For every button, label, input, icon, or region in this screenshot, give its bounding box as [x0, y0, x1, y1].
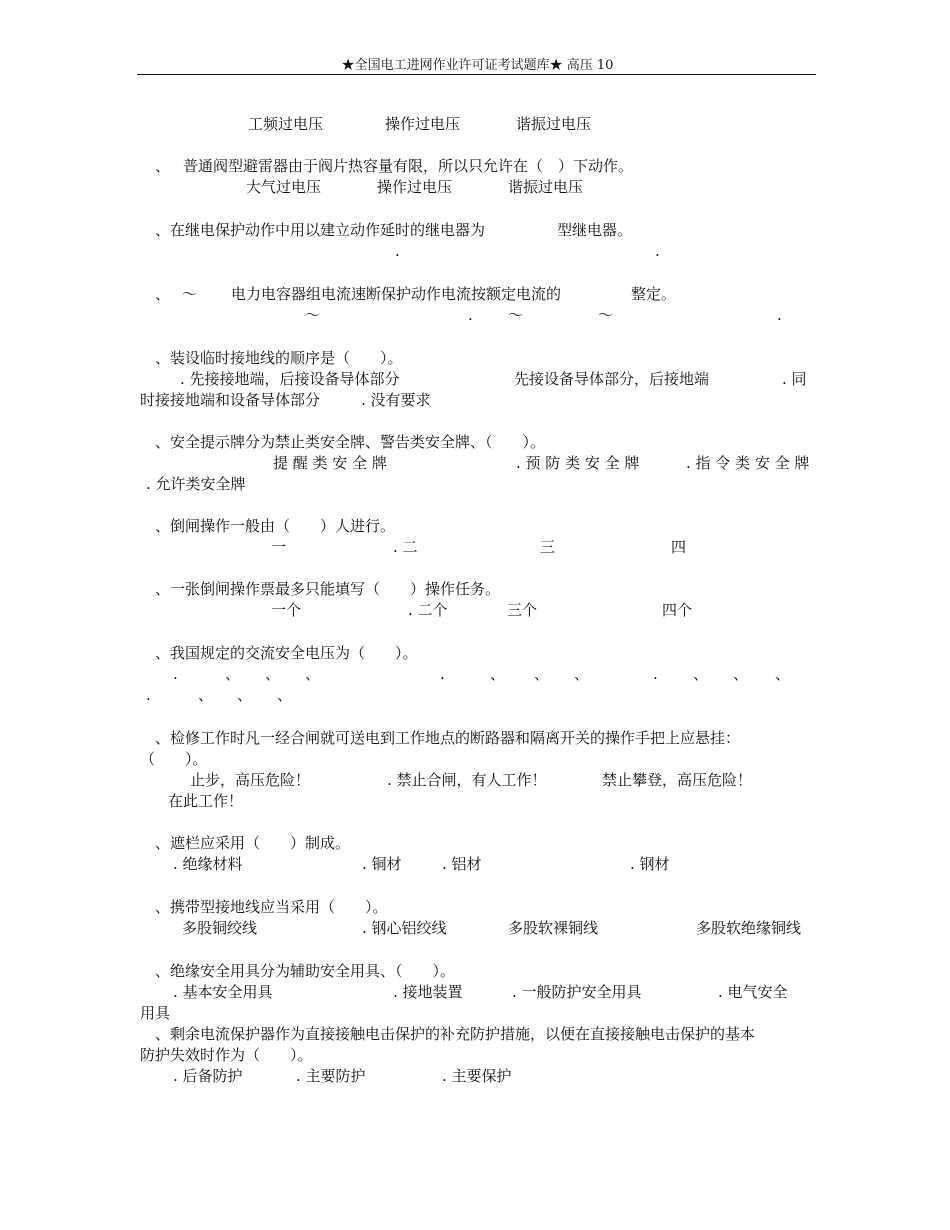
option-b: . 预 防 类 安 全 牌 — [516, 454, 640, 472]
option-c: . 一般防护安全用具 — [512, 983, 642, 1001]
option-c: . 同 — [782, 370, 807, 388]
question-stem: 、一张倒闸操作票最多只能填写（ ）操作任务。 — [155, 580, 501, 598]
option-d: . 钢材 — [630, 855, 670, 873]
option-mark: 、 — [237, 686, 253, 704]
page-header-title: ★全国电工进网作业许可证考试题库★ 高压 10 — [341, 58, 614, 73]
question-stem: 电力电容器组电流速断保护动作电流按额定电流的 — [231, 285, 562, 303]
option-c: 三 — [540, 538, 556, 556]
option-mark: 、 — [277, 686, 293, 704]
option-a: . 基本安全用具 — [173, 983, 273, 1001]
question-stem: 普通阀型避雷器由于阀片热容量有限，所以只允许在（ ）下动作。 — [183, 157, 634, 175]
option-a: 一 — [271, 538, 287, 556]
option-mark: . — [146, 686, 151, 704]
option-mark: 、 — [534, 665, 550, 683]
option-c: 三个 — [507, 601, 538, 619]
option-b: . 禁止合闸，有人工作！ — [387, 771, 547, 789]
question-stem: 、我国规定的交流安全电压为（ ）。 — [155, 644, 418, 662]
option-d-cont: 用具 — [140, 1004, 171, 1022]
option-mark: 、 — [775, 665, 791, 683]
option-b: 操作过电压 — [377, 178, 453, 196]
option-d: 四个 — [662, 601, 693, 619]
option-mark: 、 — [265, 665, 281, 683]
option-mark: 、 — [225, 665, 241, 683]
question-stem: 、携带型接地线应当采用（ ）。 — [155, 898, 388, 916]
option-a: 多股铜绞线 — [182, 919, 258, 937]
option-dot: . — [655, 242, 660, 260]
option-c-cont: 时接接地端和设备导体部分 — [140, 391, 321, 409]
option-mark: . — [173, 665, 178, 683]
option-c: 禁止攀登，高压危险！ — [602, 771, 753, 789]
question-tilde: ～ — [182, 285, 198, 303]
option-c: 多股软裸铜线 — [508, 919, 599, 937]
option-d: . 电气安全 — [718, 983, 788, 1001]
option-mark: . — [777, 306, 782, 324]
question-stem: 、绝缘安全用具分为辅助安全用具、（ ）。 — [155, 962, 456, 980]
option-mark: . — [468, 306, 473, 324]
option-b: . 钢心铝绞线 — [362, 919, 447, 937]
option-mark: ～ — [598, 306, 614, 324]
option-c: . 主要保护 — [442, 1067, 512, 1085]
question-stem: 、装设临时接地线的顺序是（ ）。 — [155, 349, 403, 367]
option-a: 工频过电压 — [248, 115, 324, 133]
option-a: 一个 — [271, 601, 302, 619]
option-mark: 、 — [733, 665, 749, 683]
question-marker: 、 — [155, 157, 171, 175]
option-b: . 主要防护 — [296, 1067, 366, 1085]
option-c: 谐振过电压 — [508, 178, 584, 196]
question-stem: 、遮栏应采用（ ）制成。 — [155, 834, 351, 852]
question-stem: 、倒闸操作一般由（ ）人进行。 — [155, 517, 396, 535]
option-b: . 二 — [393, 538, 418, 556]
option-mark: . — [440, 665, 445, 683]
option-d: 在此工作！ — [168, 792, 244, 810]
question-stem-cont: 防护失效时作为（ ）。 — [140, 1046, 313, 1064]
option-a: 提 醒 类 安 全 牌 — [273, 454, 387, 472]
option-d: 四 — [671, 538, 687, 556]
option-c: . 铝材 — [442, 855, 482, 873]
question-stem-tail: 型继电器。 — [557, 221, 633, 239]
option-mark: 、 — [574, 665, 590, 683]
option-d: 多股软绝缘铜线 — [696, 919, 802, 937]
option-mark: 、 — [490, 665, 506, 683]
option-b: . 二个 — [408, 601, 448, 619]
option-mark: ～ — [305, 306, 321, 324]
option-dot: . — [395, 242, 400, 260]
option-mark: 、 — [693, 665, 709, 683]
option-a: 大气过电压 — [246, 178, 322, 196]
option-a: 止步，高压危险！ — [190, 771, 311, 789]
option-c: . 指 令 类 安 全 牌 — [686, 454, 810, 472]
option-b: . 铜材 — [362, 855, 402, 873]
option-a: . 后备防护 — [173, 1067, 243, 1085]
question-stem-tail: 整定。 — [631, 285, 677, 303]
option-d: . 允许类安全牌 — [146, 475, 246, 493]
option-mark: ～ — [508, 306, 524, 324]
option-c: 谐振过电压 — [516, 115, 592, 133]
option-b: . 接地装置 — [393, 983, 463, 1001]
question-marker: 、 — [155, 285, 171, 303]
option-b: 先接设备导体部分，后接地端 — [514, 370, 710, 388]
header-divider — [137, 74, 816, 75]
question-stem-cont: （ ）。 — [140, 750, 208, 768]
option-a: . 绝缘材料 — [173, 855, 243, 873]
option-mark: 、 — [305, 665, 321, 683]
option-b: 操作过电压 — [385, 115, 461, 133]
question-stem: 、剩余电流保护器作为直接接触电击保护的补充防护措施，以便在直接接触电击保护的基本 — [155, 1025, 756, 1043]
question-stem: 、安全提示牌分为禁止类安全牌、警告类安全牌、（ ）。 — [155, 433, 546, 451]
option-a: . 先接接地端，后接设备导体部分 — [180, 370, 400, 388]
option-mark: . — [653, 665, 658, 683]
option-d: . 没有要求 — [361, 391, 431, 409]
option-mark: 、 — [198, 686, 214, 704]
question-stem: 、在继电保护动作中用以建立动作延时的继电器为 — [155, 221, 486, 239]
question-stem: 、检修工作时凡一经合闸就可送电到工作地点的断路器和隔离开关的操作手把上应悬挂： — [155, 729, 741, 747]
